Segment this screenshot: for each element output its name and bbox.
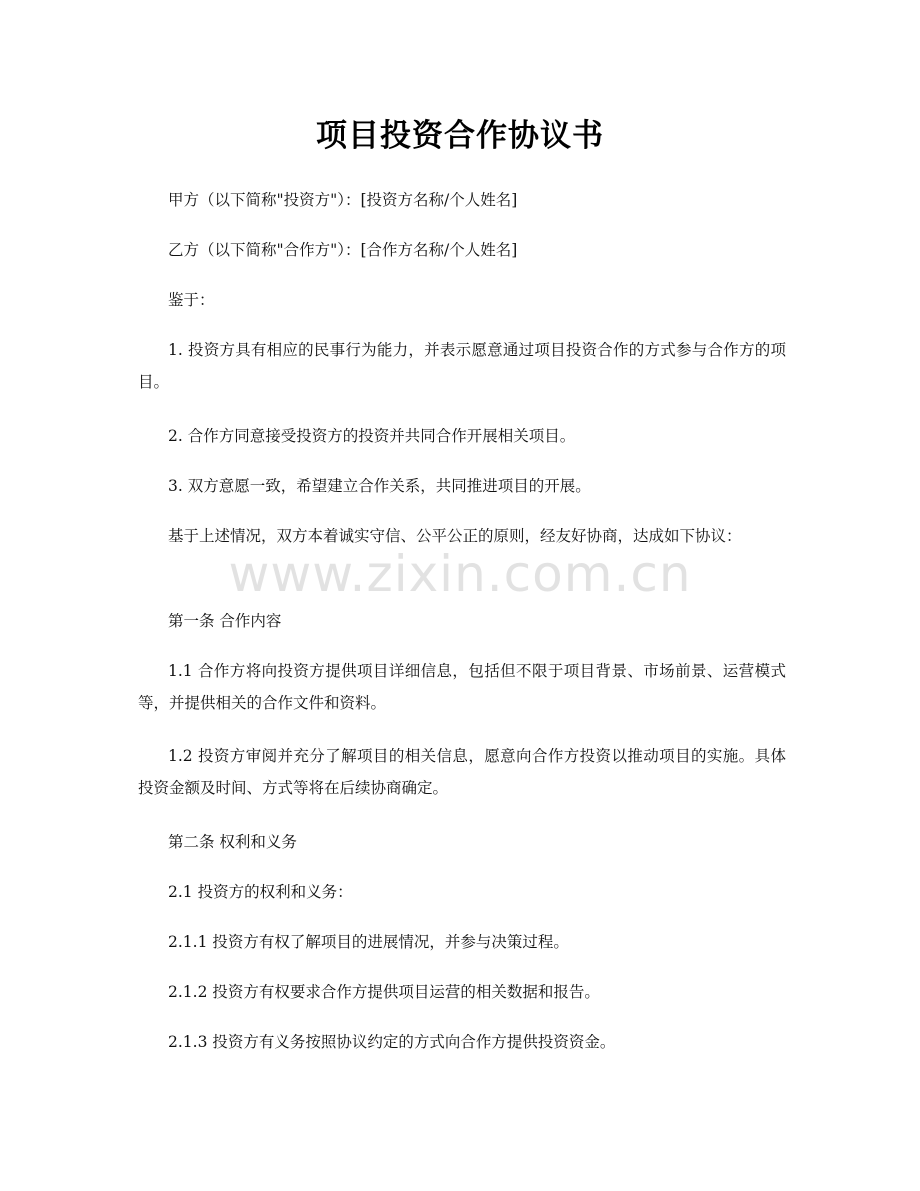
whereas-item-2: 2. 合作方同意接受投资方的投资并共同合作开展相关项目。 xyxy=(168,427,576,445)
article-1-heading: 第一条 合作内容 xyxy=(168,612,282,630)
watermark: www.zixin.com.cn xyxy=(228,545,692,603)
whereas-item-3: 3. 双方意愿一致，希望建立合作关系，共同推进项目的开展。 xyxy=(168,477,591,495)
party-b-line: 乙方（以下简称"合作方"）：[合作方名称/个人姓名] xyxy=(168,241,518,259)
clause-1-2: 1.2 投资方审阅并充分了解项目的相关信息，愿意向合作方投资以推动项目的实施。具体投资金额及时间、方式等将在后续协商确定。 xyxy=(138,747,786,797)
clause-1-1: 1.1 合作方将向投资方提供项目详细信息，包括但不限于项目背景、市场前景、运营模式等，并提供相关的合作文件和资料。 xyxy=(138,662,786,712)
clause-2-1: 2.1 投资方的权利和义务： xyxy=(168,883,353,901)
clause-2-1-2: 2.1.2 投资方有权要求合作方提供项目运营的相关数据和报告。 xyxy=(168,983,600,1001)
agreement-intro: 基于上述情况，双方本着诚实守信、公平公正的原则，经友好协商，达成如下协议： xyxy=(168,527,742,545)
party-a-line: 甲方（以下简称"投资方"）：[投资方名称/个人姓名] xyxy=(168,191,518,209)
whereas-item-1: 1. 投资方具有相应的民事行为能力，并表示愿意通过项目投资合作的方式参与合作方的项目。 xyxy=(138,341,786,391)
clause-2-1-3: 2.1.3 投资方有义务按照协议约定的方式向合作方提供投资资金。 xyxy=(168,1033,616,1051)
document-title: 项目投资合作协议书 xyxy=(316,118,604,154)
whereas-heading: 鉴于： xyxy=(168,291,215,309)
clause-2-1-1: 2.1.1 投资方有权了解项目的进展情况，并参与决策过程。 xyxy=(168,933,569,951)
article-2-heading: 第二条 权利和义务 xyxy=(168,833,297,851)
